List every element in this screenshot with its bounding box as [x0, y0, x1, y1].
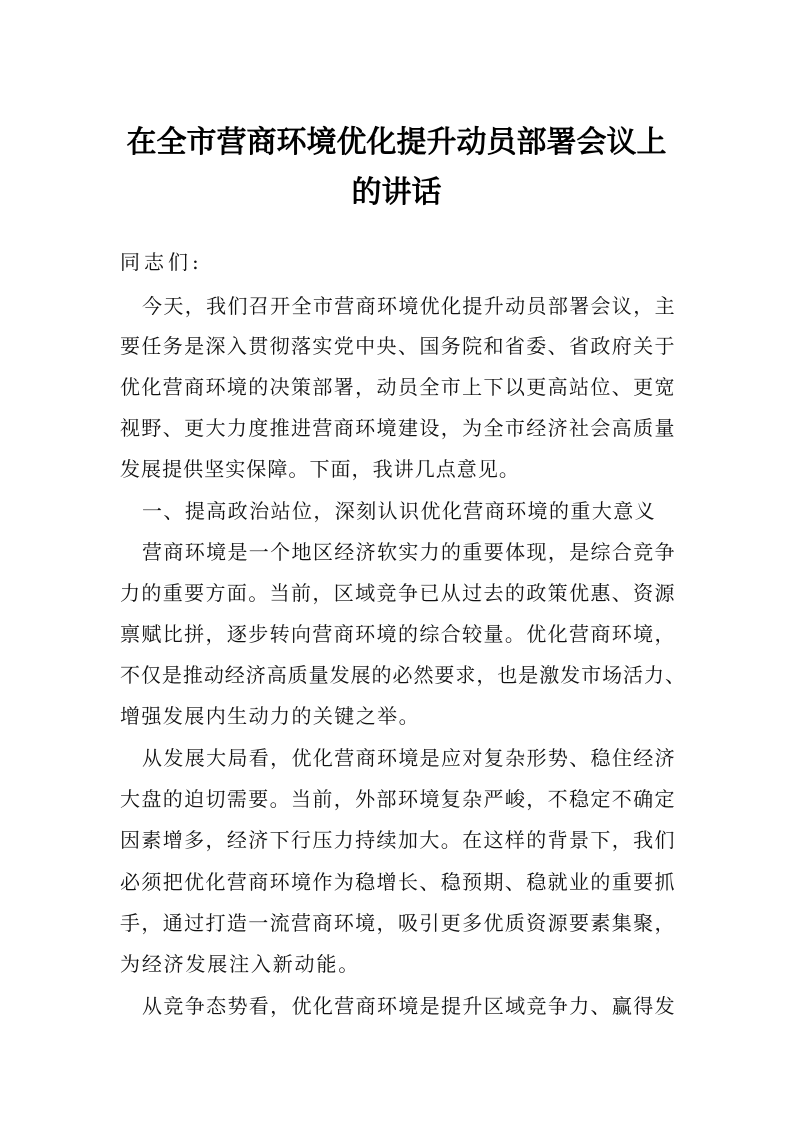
paragraph-line: 发展提供坚实保障。下面，我讲几点意见。 [120, 457, 520, 481]
paragraph-line: 视野、更大力度推进营商环境建设，为全市经济社会高质量 [120, 416, 676, 440]
paragraph-line: 优化营商环境的决策部署，动员全市上下以更高站位、更宽 [120, 375, 676, 399]
paragraph-line: 禀赋比拼，逐步转向营商环境的综合较量。优化营商环境， [120, 622, 676, 646]
paragraph-line: 今天，我们召开全市营商环境优化提升动员部署会议，主 [142, 294, 676, 318]
section-heading: 一、提高政治站位，深刻认识优化营商环境的重大意义 [142, 499, 657, 523]
paragraph-line: 为经济发展注入新动能。 [120, 952, 361, 976]
paragraph-line: 手，通过打造一流营商环境，吸引更多优质资源要素集聚， [120, 911, 676, 935]
salutation: 同志们: [120, 250, 203, 274]
document-title-line-1: 在全市营商环境优化提升动员部署会议上 [126, 125, 667, 160]
paragraph-line: 增强发展内生动力的关键之举。 [120, 704, 421, 728]
paragraph-line: 要任务是深入贯彻落实党中央、国务院和省委、省政府关于 [120, 334, 676, 358]
paragraph-line: 因素增多，经济下行压力持续加大。在这样的背景下，我们 [120, 828, 676, 852]
paragraph-line: 从竞争态势看，优化营商环境是提升区域竞争力、赢得发 [142, 994, 676, 1018]
paragraph-line: 必须把优化营商环境作为稳增长、稳预期、稳就业的重要抓 [120, 870, 676, 894]
paragraph-line: 不仅是推动经济高质量发展的必然要求，也是激发市场活力、 [120, 663, 686, 687]
document-title-line-2: 的讲话 [351, 175, 442, 210]
paragraph-line: 力的重要方面。当前，区域竞争已从过去的政策优惠、资源 [120, 581, 676, 605]
paragraph-line: 营商环境是一个地区经济软实力的重要体现，是综合竞争 [142, 540, 676, 564]
paragraph-line: 从发展大局看，优化营商环境是应对复杂形势、稳住经济 [142, 746, 676, 770]
paragraph-line: 大盘的迫切需要。当前，外部环境复杂严峻，不稳定不确定 [120, 787, 676, 811]
